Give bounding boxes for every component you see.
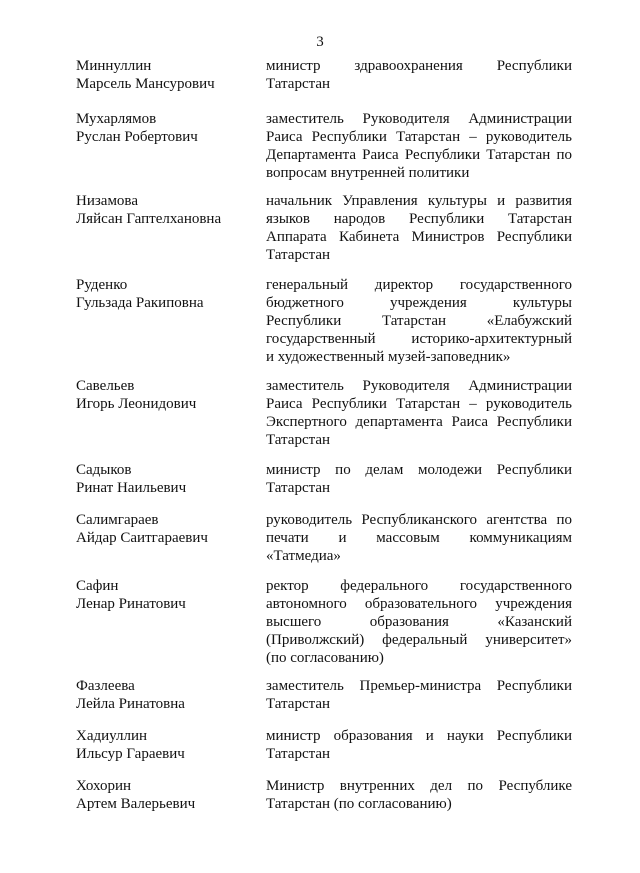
position-line: и художественный музей-заповедник» [266, 349, 511, 365]
position-line: министр по делам молодежи Республики [266, 462, 572, 478]
position-line: вопросам внутренней политики [266, 165, 470, 181]
surname: Хохорин [76, 778, 131, 794]
position-line: заместитель Руководителя Администрации [266, 378, 572, 394]
given-names: Гульзада Ракиповна [76, 295, 204, 311]
surname: Савельев [76, 378, 135, 394]
position-line: ректор федерального государственного [266, 578, 572, 594]
position-line: Татарстан [266, 696, 331, 712]
member-name [76, 727, 261, 763]
member-name [76, 110, 261, 146]
surname: Миннуллин [76, 58, 152, 74]
surname: Низамова [76, 193, 138, 209]
position-line: Республики Татарстан «Елабужский [266, 313, 572, 329]
member-name [76, 511, 261, 547]
given-names: Ляйсан Гаптелхановна [76, 211, 222, 227]
given-names: Артем Валерьевич [76, 796, 196, 812]
position-line: Татарстан [266, 480, 331, 496]
member-position [266, 577, 572, 667]
member-name [76, 461, 261, 497]
surname: Сафин [76, 578, 119, 594]
member-position [266, 677, 572, 713]
given-names: Ленар Ринатович [76, 596, 186, 612]
position-line: высшего образования «Казанский [266, 614, 572, 630]
position-line: (Приволжский) федеральный университет» [266, 632, 572, 648]
member-name [76, 777, 261, 813]
member-name [76, 377, 261, 413]
surname: Салимгараев [76, 512, 159, 528]
position-line: языков народов Республики Татарстан [266, 211, 572, 227]
position-line: Татарстан [266, 746, 331, 762]
position-line: (по согласованию) [266, 650, 384, 666]
position-line: Татарстан [266, 247, 331, 263]
surname: Мухарлямов [76, 111, 157, 127]
position-line: Экспертного департамента Раиса Республики [266, 414, 572, 430]
member-position [266, 777, 572, 813]
position-line: государственный историко-архитектурный [266, 331, 572, 347]
position-line: Департамента Раиса Республики Татарстан по [266, 147, 572, 163]
position-line: бюджетного учреждения культуры [266, 295, 572, 311]
member-position [266, 276, 572, 366]
position-line: Аппарата Кабинета Министров Республики [266, 229, 572, 245]
given-names: Лейла Ринатовна [76, 696, 185, 712]
surname: Руденко [76, 277, 128, 293]
position-line: Татарстан [266, 76, 331, 92]
member-name [76, 577, 261, 613]
position-line: руководитель Республиканского агентства по [266, 512, 572, 528]
position-line: Раиса Республики Татарстан – руководитель [266, 396, 572, 412]
position-line: автономного образовательного учреждения [266, 596, 572, 612]
given-names: Игорь Леонидович [76, 396, 197, 412]
position-line: генеральный директор государственного [266, 277, 572, 293]
member-position [266, 461, 572, 497]
position-line: «Татмедиа» [266, 548, 341, 564]
member-position [266, 377, 572, 449]
member-position [266, 192, 572, 264]
surname: Фазлеева [76, 678, 135, 694]
member-name [76, 192, 261, 228]
member-position [266, 727, 572, 763]
given-names: Ринат Наильевич [76, 480, 187, 496]
position-line: министр здравоохранения Республики [266, 58, 572, 74]
position-line: начальник Управления культуры и развития [266, 193, 572, 209]
member-name [76, 677, 261, 713]
surname: Хадиуллин [76, 728, 148, 744]
given-names: Ильсур Гараевич [76, 746, 185, 762]
member-position [266, 511, 572, 565]
page-number: 3 [316, 34, 324, 50]
position-line: Татарстан [266, 432, 331, 448]
member-name [76, 57, 261, 93]
position-line: заместитель Премьер-министра Республики [266, 678, 572, 694]
surname: Садыков [76, 462, 132, 478]
position-line: министр образования и науки Республики [266, 728, 572, 744]
given-names: Руслан Робертович [76, 129, 198, 145]
member-position [266, 57, 572, 93]
given-names: Марсель Мансурович [76, 76, 215, 92]
given-names: Айдар Саитгараевич [76, 530, 208, 546]
position-line: Татарстан (по согласованию) [266, 796, 452, 812]
member-name [76, 276, 261, 312]
position-line: заместитель Руководителя Администрации [266, 111, 572, 127]
position-line: Раиса Республики Татарстан – руководитель [266, 129, 572, 145]
position-line: Министр внутренних дел по Республике [266, 778, 572, 794]
member-position [266, 110, 572, 182]
position-line: печати и массовым коммуникациям [266, 530, 572, 546]
